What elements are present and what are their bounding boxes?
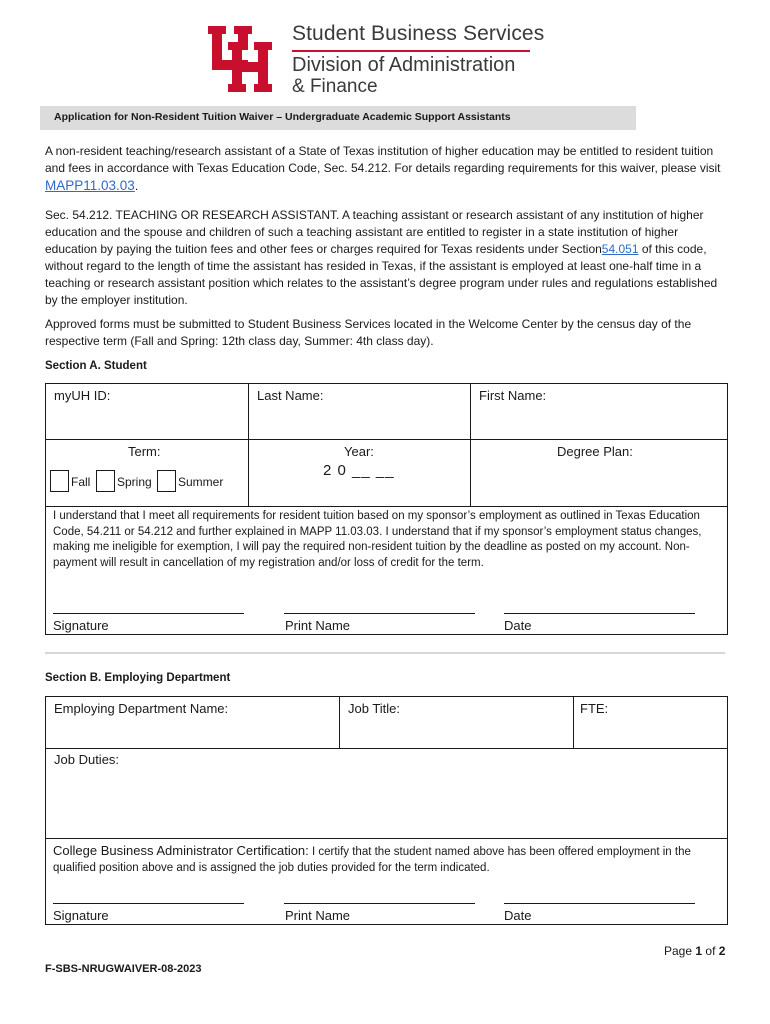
form-title: Application for Non-Resident Tuition Waiver – Undergraduate Academic Support Assistants: [54, 111, 511, 123]
myuh-id-field[interactable]: [46, 384, 249, 440]
section-b-heading: Section B. Employing Department: [45, 672, 231, 684]
intro-text-2: Sec. 54.212. TEACHING OR RESEARCH ASSISTANT. A teaching assistant or research assistant of any institution of higher education and the spouse and children of such a teaching assistant are entitled to register in a state institution of higher education by paying the tuition fees and other fees or charges required for Texas residents under Section: [45, 208, 704, 256]
print-name-label: Print Name: [285, 618, 351, 633]
spring-checkbox[interactable]: [96, 470, 115, 492]
intro-text-2-end: of this code, without regard to the length of time the assistant has resided in Texas, if the assistant is employed at least one-half time in a teaching or research assistant position which relates to the assistant’s degree program under rules and regulations established by the employer institution.: [45, 242, 718, 307]
fte-label: FTE:: [580, 701, 609, 716]
dept-name-label: Employing Department Name:: [54, 701, 229, 716]
header-logo: [206, 22, 545, 100]
year-value: 2 0 __ __: [323, 462, 395, 479]
uh-logo-icon: [206, 24, 278, 94]
spring-label: Spring: [117, 475, 152, 489]
form-code: F-SBS-NRUGWAIVER-08-2023: [45, 963, 202, 975]
fall-label: Fall: [71, 475, 91, 489]
page-of: of: [705, 944, 716, 958]
first-name-field[interactable]: [471, 384, 727, 440]
admin-date-line[interactable]: [504, 903, 695, 904]
mapp-link[interactable]: MAPP11.03.03: [45, 178, 135, 193]
job-duties-field[interactable]: [46, 749, 727, 839]
year-label: Year:: [344, 444, 374, 459]
acknowledgement-text: I understand that I meet all requirements for resident tuition based on my sponsor’s employment as outlined in Texas Education Code, 54.211 or 54.212 and further explained in MAPP 11.03.03. I understand that if my sponsor’s employment status changes, making me ineligible for exemption, I will pay the required non-resident tuition by the deadline as posted on my account. Non-payment will result in cancellation of my registration and/or loss of credit for the term.: [53, 510, 702, 569]
job-title-field[interactable]: [340, 697, 574, 749]
certification-label: College Business Administrator Certification:: [53, 843, 309, 858]
section-divider: [45, 652, 725, 654]
admin-signature-line[interactable]: [53, 903, 244, 904]
brand-title: Student Business Services: [292, 22, 545, 45]
admin-signature-label: Signature: [53, 908, 109, 923]
degree-plan-field[interactable]: [471, 440, 727, 507]
summer-checkbox[interactable]: [157, 470, 176, 492]
intro-paragraph-2: [45, 207, 727, 309]
myuh-id-label: myUH ID:: [54, 388, 111, 403]
brand-divider: [292, 50, 530, 52]
degree-plan-label: Degree Plan:: [557, 444, 633, 459]
job-duties-label: Job Duties:: [54, 752, 120, 767]
page-total: 2: [718, 944, 726, 958]
admin-print-name-line[interactable]: [284, 903, 475, 904]
certification-body: I certify that the student named above has been offered employment in the qualified position above and is assigned the job duties provided for the term indicated.: [53, 846, 691, 874]
date-label: Date: [504, 618, 532, 633]
last-name-field[interactable]: [249, 384, 471, 440]
form-title-banner: [40, 106, 636, 130]
admin-date-label: Date: [504, 908, 532, 923]
page-number: [664, 944, 725, 958]
intro-text-1: A non-resident teaching/research assistant of a State of Texas institution of higher education may be entitled to resident tuition and fees in accordance with Texas Education Code, Sec. 54.212. For details regarding requirements for this waiver, please visit: [45, 144, 721, 175]
section-a-heading: Section A. Student: [45, 360, 147, 372]
print-name-line[interactable]: [284, 613, 475, 614]
job-title-label: Job Title:: [348, 701, 401, 716]
section-b-form: [45, 696, 728, 925]
page-current: 1: [695, 944, 703, 958]
intro-paragraph-1: [45, 143, 727, 195]
admin-print-name-label: Print Name: [285, 908, 351, 923]
summer-label: Summer: [178, 475, 224, 489]
certification-text: [53, 843, 721, 876]
last-name-label: Last Name:: [257, 388, 324, 403]
fall-checkbox[interactable]: [50, 470, 69, 492]
signature-label: Signature: [53, 618, 109, 633]
fte-field[interactable]: [574, 697, 727, 749]
dept-name-field[interactable]: [46, 697, 340, 749]
brand-subtitle-1: Division of Administration: [292, 54, 516, 76]
date-line[interactable]: [504, 613, 695, 614]
term-label: Term:: [128, 444, 161, 459]
brand-subtitle-2: & Finance: [292, 76, 378, 97]
year-field[interactable]: [249, 440, 471, 507]
page-word: Page: [664, 944, 693, 958]
first-name-label: First Name:: [479, 388, 547, 403]
section-a-form: [45, 383, 728, 635]
term-field: [46, 440, 249, 507]
signature-line[interactable]: [53, 613, 244, 614]
section-54051-link[interactable]: 54.051: [601, 242, 639, 256]
intro-paragraph-3: Approved forms must be submitted to Student Business Services located in the Welcome Center by the census day of the respective term (Fall and Spring: 12th class day, Summer: 4th class day).: [45, 317, 692, 348]
intro-text-1-end: .: [134, 179, 139, 193]
